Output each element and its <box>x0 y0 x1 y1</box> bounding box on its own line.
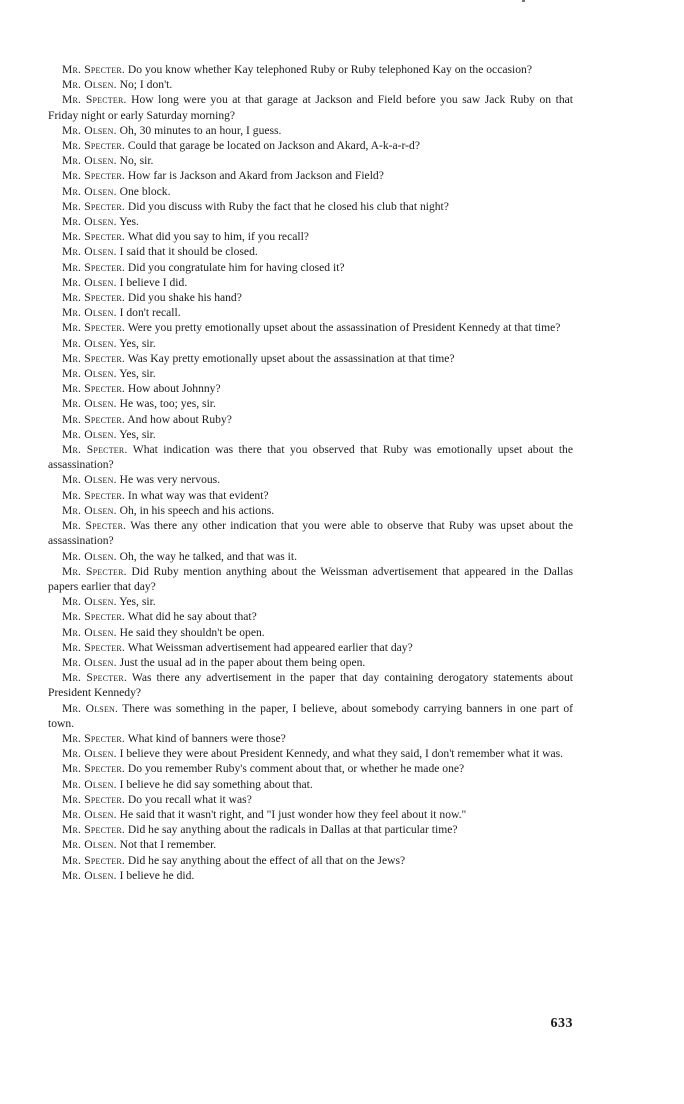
dialogue-text: Yes. <box>119 215 139 229</box>
dialogue-paragraph <box>48 640 573 655</box>
speaker-label: Mr. Specter. <box>62 488 125 502</box>
dialogue-paragraph <box>48 244 573 259</box>
dialogue-paragraph <box>48 777 573 792</box>
speaker-label: Mr. Olsen. <box>62 777 117 791</box>
dialogue-paragraph <box>48 518 573 548</box>
dialogue-text: Did Ruby mention anything about the Weissman advertisement that appeared in the Dallas papers earlier that day? <box>48 564 573 593</box>
dialogue-text: Did you shake his hand? <box>127 291 242 305</box>
dialogue-paragraph <box>48 305 573 320</box>
speaker-label: Mr. Olsen. <box>62 473 117 487</box>
dialogue-text: How far is Jackson and Akard from Jackson and Field? <box>127 169 384 183</box>
speaker-label: Mr. Olsen. <box>62 595 117 609</box>
speaker-label: Mr. Specter. <box>62 169 125 183</box>
dialogue-text: He was very nervous. <box>119 473 221 487</box>
dialogue-paragraph <box>48 472 573 487</box>
dialogue-text: Was there any other indication that you were able to observe that Ruby was upset about the assassination? <box>48 519 573 548</box>
speaker-label: Mr. Olsen. <box>62 306 117 320</box>
dialogue-paragraph <box>48 199 573 214</box>
speaker-label: Mr. Specter. <box>62 199 125 213</box>
dialogue-paragraph <box>48 184 573 199</box>
speaker-label: Mr. Specter. <box>62 93 127 107</box>
dialogue-text: Yes, sir. <box>119 367 156 381</box>
speaker-label: Mr. Olsen. <box>62 123 117 137</box>
speaker-label: Mr. Olsen. <box>62 427 117 441</box>
dialogue-paragraph <box>48 503 573 518</box>
speaker-label: Mr. Olsen. <box>62 275 117 289</box>
speaker-label: Mr. Olsen. <box>62 503 117 517</box>
speaker-label: Mr. Olsen. <box>62 655 117 669</box>
speaker-label: Mr. Specter. <box>62 412 125 426</box>
speaker-label: Mr. Specter. <box>62 260 125 274</box>
dialogue-paragraph <box>48 442 573 472</box>
speaker-label: Mr. Specter. <box>62 762 125 776</box>
scan-mark <box>522 0 525 2</box>
dialogue-text: Was Kay pretty emotionally upset about the assassination at that time? <box>127 351 455 365</box>
speaker-label: Mr. Specter. <box>62 291 125 305</box>
dialogue-paragraph <box>48 77 573 92</box>
dialogue-text: Did you discuss with Ruby the fact that he closed his club that night? <box>127 199 449 213</box>
dialogue-text: Did he say anything about the effect of all that on the Jews? <box>127 853 406 867</box>
dialogue-text: In what way was that evident? <box>127 488 269 502</box>
dialogue-paragraph <box>48 260 573 275</box>
speaker-label: Mr. Specter. <box>62 382 125 396</box>
speaker-label: Mr. Specter. <box>62 321 125 335</box>
dialogue-text: Was there any advertisement in the paper that day containing derogatory statements about President Kennedy? <box>48 671 573 700</box>
dialogue-paragraph <box>48 396 573 411</box>
dialogue-text: Did you congratulate him for having closed it? <box>127 260 345 274</box>
dialogue-text: Do you know whether Kay telephoned Ruby or Ruby telephoned Kay on the occasion? <box>127 63 532 76</box>
speaker-label: Mr. Specter. <box>62 823 125 837</box>
speaker-label: Mr. Olsen. <box>62 747 117 761</box>
speaker-label: Mr. Specter. <box>62 792 125 806</box>
speaker-label: Mr. Olsen. <box>62 367 117 381</box>
dialogue-paragraph <box>48 62 573 77</box>
speaker-label: Mr. Specter. <box>62 610 125 624</box>
dialogue-paragraph <box>48 549 573 564</box>
dialogue-paragraph <box>48 427 573 442</box>
dialogue-paragraph <box>48 625 573 640</box>
speaker-label: Mr. Olsen. <box>62 397 117 411</box>
dialogue-paragraph <box>48 351 573 366</box>
dialogue-text: I believe I did. <box>119 275 188 289</box>
dialogue-paragraph <box>48 229 573 244</box>
dialogue-paragraph <box>48 366 573 381</box>
speaker-label: Mr. Specter. <box>62 564 127 578</box>
dialogue-paragraph <box>48 670 573 700</box>
dialogue-text: Just the usual ad in the paper about them being open. <box>119 655 366 669</box>
speaker-label: Mr. Specter. <box>62 671 128 685</box>
dialogue-text: One block. <box>119 184 171 198</box>
speaker-label: Mr. Olsen. <box>62 549 117 563</box>
dialogue-paragraph <box>48 290 573 305</box>
speaker-label: Mr. Specter. <box>62 139 125 153</box>
transcript-body <box>48 62 573 883</box>
dialogue-paragraph <box>48 320 573 335</box>
dialogue-text: What did he say about that? <box>127 610 257 624</box>
dialogue-text: What indication was there that you observed that Ruby was emotionally upset about the assassination? <box>48 443 573 472</box>
dialogue-text: No; I don't. <box>119 78 173 92</box>
dialogue-text: Oh, in his speech and his actions. <box>119 503 275 517</box>
dialogue-paragraph <box>48 138 573 153</box>
dialogue-paragraph <box>48 381 573 396</box>
dialogue-text: How long were you at that garage at Jackson and Field before you saw Jack Ruby on that Friday night or early Saturday morning? <box>48 93 573 122</box>
dialogue-paragraph <box>48 807 573 822</box>
dialogue-paragraph <box>48 153 573 168</box>
dialogue-text: No, sir. <box>119 154 154 168</box>
speaker-label: Mr. Specter. <box>62 731 125 745</box>
dialogue-text: How about Johnny? <box>127 382 221 396</box>
dialogue-text: Were you pretty emotionally upset about the assassination of President Kennedy at that time? <box>127 321 561 335</box>
speaker-label: Mr. Olsen. <box>62 154 117 168</box>
dialogue-text: Yes, sir. <box>119 336 156 350</box>
dialogue-paragraph <box>48 594 573 609</box>
dialogue-paragraph <box>48 412 573 427</box>
dialogue-text: What kind of banners were those? <box>127 731 286 745</box>
page-number: 633 <box>550 1016 573 1031</box>
dialogue-text: I said that it should be closed. <box>119 245 258 259</box>
dialogue-paragraph <box>48 336 573 351</box>
dialogue-text: I believe he did say something about that. <box>119 777 313 791</box>
dialogue-text: He was, too; yes, sir. <box>119 397 216 411</box>
dialogue-text: I don't recall. <box>119 306 181 320</box>
speaker-label: Mr. Olsen. <box>62 336 117 350</box>
speaker-label: Mr. Specter. <box>62 351 125 365</box>
speaker-label: Mr. Specter. <box>62 853 125 867</box>
speaker-label: Mr. Olsen. <box>62 701 119 715</box>
dialogue-paragraph <box>48 168 573 183</box>
dialogue-paragraph <box>48 837 573 852</box>
dialogue-text: Oh, the way he talked, and that was it. <box>119 549 298 563</box>
dialogue-text: Not that I remember. <box>119 838 217 852</box>
dialogue-text: Oh, 30 minutes to an hour, I guess. <box>119 123 282 137</box>
dialogue-paragraph <box>48 792 573 807</box>
dialogue-text: He said that it wasn't right, and "I just wonder how they feel about it now." <box>119 807 467 821</box>
dialogue-text: Yes, sir. <box>119 427 156 441</box>
dialogue-text: Did he say anything about the radicals in Dallas at that particular time? <box>127 823 458 837</box>
speaker-label: Mr. Olsen. <box>62 625 117 639</box>
dialogue-paragraph <box>48 746 573 761</box>
dialogue-text: There was something in the paper, I believe, about somebody carrying banners in one part of town. <box>48 701 573 730</box>
dialogue-text: Do you recall what it was? <box>127 792 252 806</box>
dialogue-paragraph <box>48 853 573 868</box>
speaker-label: Mr. Olsen. <box>62 245 117 259</box>
dialogue-paragraph <box>48 488 573 503</box>
speaker-label: Mr. Specter. <box>62 230 125 244</box>
dialogue-text: I believe he did. <box>119 868 195 882</box>
dialogue-paragraph <box>48 214 573 229</box>
speaker-label: Mr. Olsen. <box>62 868 117 882</box>
dialogue-paragraph <box>48 701 573 731</box>
dialogue-paragraph <box>48 564 573 594</box>
dialogue-paragraph <box>48 655 573 670</box>
dialogue-text: Yes, sir. <box>119 595 156 609</box>
dialogue-paragraph <box>48 92 573 122</box>
dialogue-text: What Weissman advertisement had appeared earlier that day? <box>127 640 413 654</box>
dialogue-text: Do you remember Ruby's comment about that, or whether he made one? <box>127 762 465 776</box>
dialogue-text: Could that garage be located on Jackson and Akard, A-k-a-r-d? <box>127 139 420 153</box>
speaker-label: Mr. Olsen. <box>62 184 117 198</box>
speaker-label: Mr. Specter. <box>62 640 125 654</box>
speaker-label: Mr. Olsen. <box>62 838 117 852</box>
speaker-label: Mr. Olsen. <box>62 78 117 92</box>
dialogue-paragraph <box>48 868 573 883</box>
dialogue-text: I believe they were about President Kennedy, and what they said, I don't remember what it was. <box>119 747 563 761</box>
dialogue-text: He said they shouldn't be open. <box>119 625 265 639</box>
dialogue-paragraph <box>48 731 573 746</box>
speaker-label: Mr. Olsen. <box>62 807 117 821</box>
speaker-label: Mr. Specter. <box>62 443 128 457</box>
dialogue-paragraph <box>48 761 573 776</box>
dialogue-paragraph <box>48 609 573 624</box>
dialogue-paragraph <box>48 123 573 138</box>
dialogue-text: And how about Ruby? <box>127 412 232 426</box>
dialogue-paragraph <box>48 275 573 290</box>
speaker-label: Mr. Olsen. <box>62 215 117 229</box>
dialogue-paragraph <box>48 822 573 837</box>
speaker-label: Mr. Specter. <box>62 63 125 76</box>
speaker-label: Mr. Specter. <box>62 519 127 533</box>
dialogue-text: What did you say to him, if you recall? <box>127 230 309 244</box>
